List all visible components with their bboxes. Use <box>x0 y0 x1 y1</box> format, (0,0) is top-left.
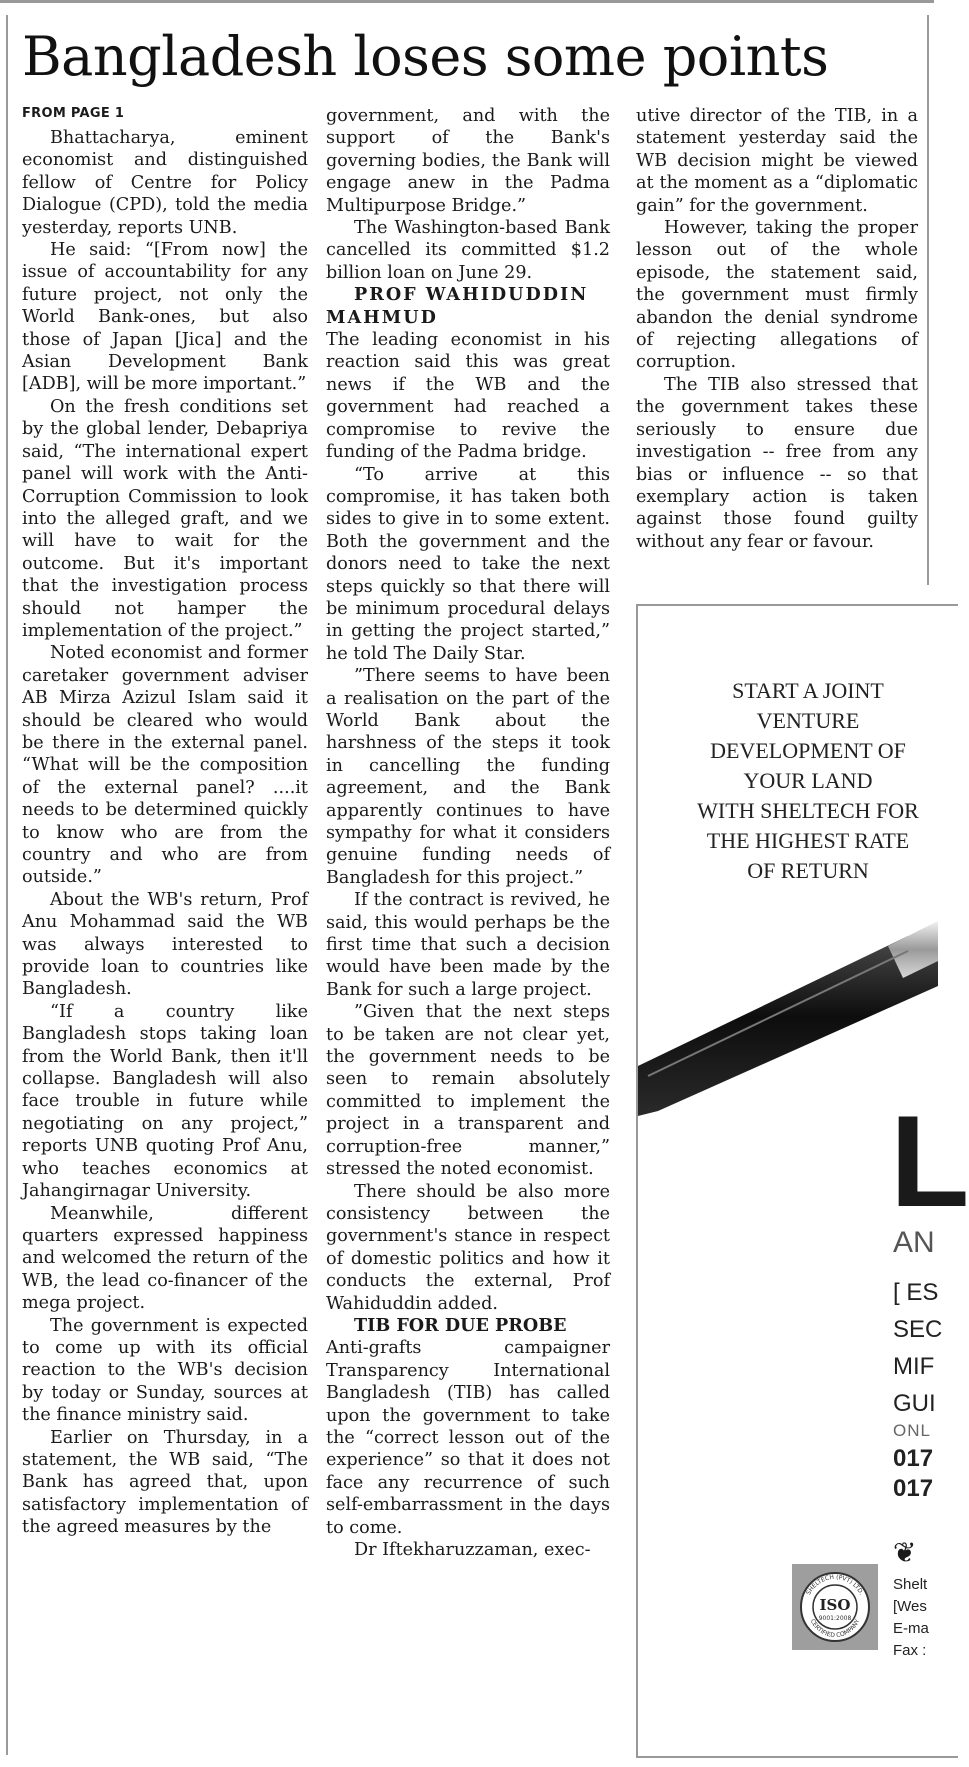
iso-mark: ISO <box>819 1596 851 1614</box>
ad-online-label: ONL <box>893 1421 931 1440</box>
kicker: FROM PAGE 1 <box>22 106 125 121</box>
paragraph: However, taking the proper lesson out of the whole episode, the statement said, the government must firmly abandon the denial syndrome of rejecting allegations of corruption. <box>636 218 918 373</box>
ad-pitch-line: THE HIGHEST RATE <box>706 828 910 853</box>
ad-contact-line: Shelt <box>893 1576 928 1593</box>
iso-ring-bottom: CERTIFIED COMPANY <box>808 1618 862 1640</box>
top-rule <box>0 0 934 3</box>
paragraph: utive director of the TIB, in a statement yesterday said the WB decision might be viewed at the moment as a “diplomatic gain” for the government. <box>636 106 918 216</box>
ad-pitch-line: YOUR LAND <box>743 768 873 793</box>
ad-pitch-line: WITH SHELTECH FOR <box>697 798 919 823</box>
left-column-rule <box>6 15 8 1755</box>
article-column-1 <box>22 105 308 1539</box>
article-column-3 <box>636 105 918 553</box>
ad-detail-line: SEC <box>893 1316 943 1343</box>
ad-contact-line: Fax : <box>893 1642 927 1659</box>
paragraph: The leading economist in his reaction said this was great news if the WB and the government had reached a compromise to revive the funding of the Padma bridge. <box>326 330 610 463</box>
paragraph: “To arrive at this compromise, it has taken both sides to give in to some extent. Both the government and the donors need to take the next steps quickly so that there will be minimum procedural delays in getting the project started,” he told The Daily Star. <box>326 464 610 664</box>
paragraph: On the fresh conditions set by the global lender, Debapriya said, “The international expert panel will work with the Anti-Corruption Commission to look into the alleged graft, and we will have to wait for the outcome. But it's important that the investigation process should not hamper the implementation of the project.” <box>22 396 308 641</box>
paragraph: Dr Iftekharuzzaman, exec- <box>354 1540 591 1560</box>
paragraph: Noted economist and former caretaker government adviser AB Mirza Azizul Islam said it should be cleared who would be there in the external panel. “What will be the composition of the external panel? ....it needs to be determined quickly to know who are from the country and who are from outside.” <box>22 643 308 888</box>
paragraph: The TIB also stressed that the government takes these seriously to ensure due investigation -- free from any bias or influence -- so that exemplary action is taken against those found guilty without any fear or favour. <box>636 374 918 552</box>
iso-ring-top: SHELTECH (PVT) LTD. <box>805 1573 865 1597</box>
paragraph: Anti-grafts campaigner Transparency International Bangladesh (TIB) has called upon the government to take the “correct lesson out of the experience” so that it does not face any recurrence of such self-embarrassment in the days to come. <box>326 1338 610 1538</box>
ad-phone-number: 017 <box>893 1475 934 1502</box>
ad-subtitle: AN <box>893 1226 935 1259</box>
ad-phone-number: 017 <box>893 1445 934 1472</box>
ad-detail-line: [ ES <box>893 1279 939 1306</box>
right-column-rule <box>927 15 929 585</box>
ad-pitch-line: OF RETURN <box>747 858 869 883</box>
paragraph: government, and with the support of the Bank's governing bodies, the Bank will engage anew in the Padma Multipurpose Bridge.” <box>326 106 610 216</box>
subhead-wahiduddin: PROF WAHIDUDDIN MAHMUD <box>326 284 589 328</box>
paragraph: Bhattacharya, eminent economist and distinguished fellow of Centre for Policy Dialogue (CPD), told the media yesterday, reports UNB. <box>22 128 308 238</box>
sheltech-logo-icon: ❦ <box>893 1536 917 1569</box>
paragraph: About the WB's return, Prof Anu Mohammad said the WB was always interested to provide loan to countries like Bangladesh. <box>22 889 308 1000</box>
ad-contact <box>893 1574 929 1662</box>
paragraph: Earlier on Thursday, in a statement, the WB said, “The Bank has agreed that, upon satisfactory implementation of the agreed measures by the <box>22 1427 308 1538</box>
paragraph: “If a country like Bangladesh stops taking loan from the World Bank, then it'll collapse. Bangladesh will also face trouble in future while negotiating on any project,” reports UNB quoting Prof Anu, who teaches economics at Jahangirnagar University. <box>22 1001 308 1202</box>
iso-certified-seal-icon <box>792 1564 878 1650</box>
ad-detail-line: GUI <box>893 1390 936 1417</box>
paragraph: The Washington-based Bank cancelled its committed $1.2 billion loan on June 29. <box>326 218 610 283</box>
paragraph: There should be also more consistency between the government's stance in respect of domestic politics and how it conducts the external, Prof Wahiduddin added. <box>326 1181 610 1314</box>
ad-details <box>893 1274 942 1422</box>
ad-detail-line: MIF <box>893 1353 935 1380</box>
ad-pitch-line: DEVELOPMENT OF <box>710 738 906 763</box>
ad-pitch-line: VENTURE <box>756 708 860 733</box>
paragraph: If the contract is revived, he said, this would perhaps be the first time that such a decision would have been made by the Bank for such a large project. <box>326 890 610 1000</box>
paragraph: ”Given that the next steps to be taken are not clear yet, the government needs to be seen to remain absolutely committed to implement the project in a transparent and corruption-free manner,” stressed the noted economist. <box>326 1002 610 1180</box>
ad-brand-letter: L <box>890 1088 969 1234</box>
article-column-2 <box>326 105 610 1561</box>
ad-contact-line: [Wes <box>893 1598 927 1615</box>
ad-pitch <box>678 676 938 886</box>
iso-cert: 9001:2008 <box>818 1615 852 1622</box>
ad-pitch-line: START A JOINT <box>732 678 884 703</box>
subhead-tib: TIB FOR DUE PROBE <box>354 1314 567 1336</box>
paragraph: ”There seems to have been a realisation on the part of the World Bank about the harshness of the steps it took in cancelling the funding agreement, and the Bank apparently continues to have sympathy for what it considers genuine funding needs of Bangladesh for this project.” <box>326 666 610 888</box>
sheltech-advertisement <box>636 604 969 1758</box>
ad-contact-line: E-ma <box>893 1620 929 1637</box>
paragraph: Meanwhile, different quarters expressed happiness and welcomed the return of the WB, the lead co-financer of the mega project. <box>22 1203 308 1314</box>
paragraph: The government is expected to come up with its official reaction to the WB's decision by today or Sunday, sources at the finance ministry said. <box>22 1315 308 1426</box>
headline: Bangladesh loses some points <box>22 25 829 88</box>
ad-phones <box>893 1444 933 1504</box>
paragraph: He said: “[From now] the issue of accountability for any future project, not only the World Bank-ones, but also those of Japan [Jica] and the Asian Development Bank [ADB], will be more important.” <box>22 240 308 395</box>
